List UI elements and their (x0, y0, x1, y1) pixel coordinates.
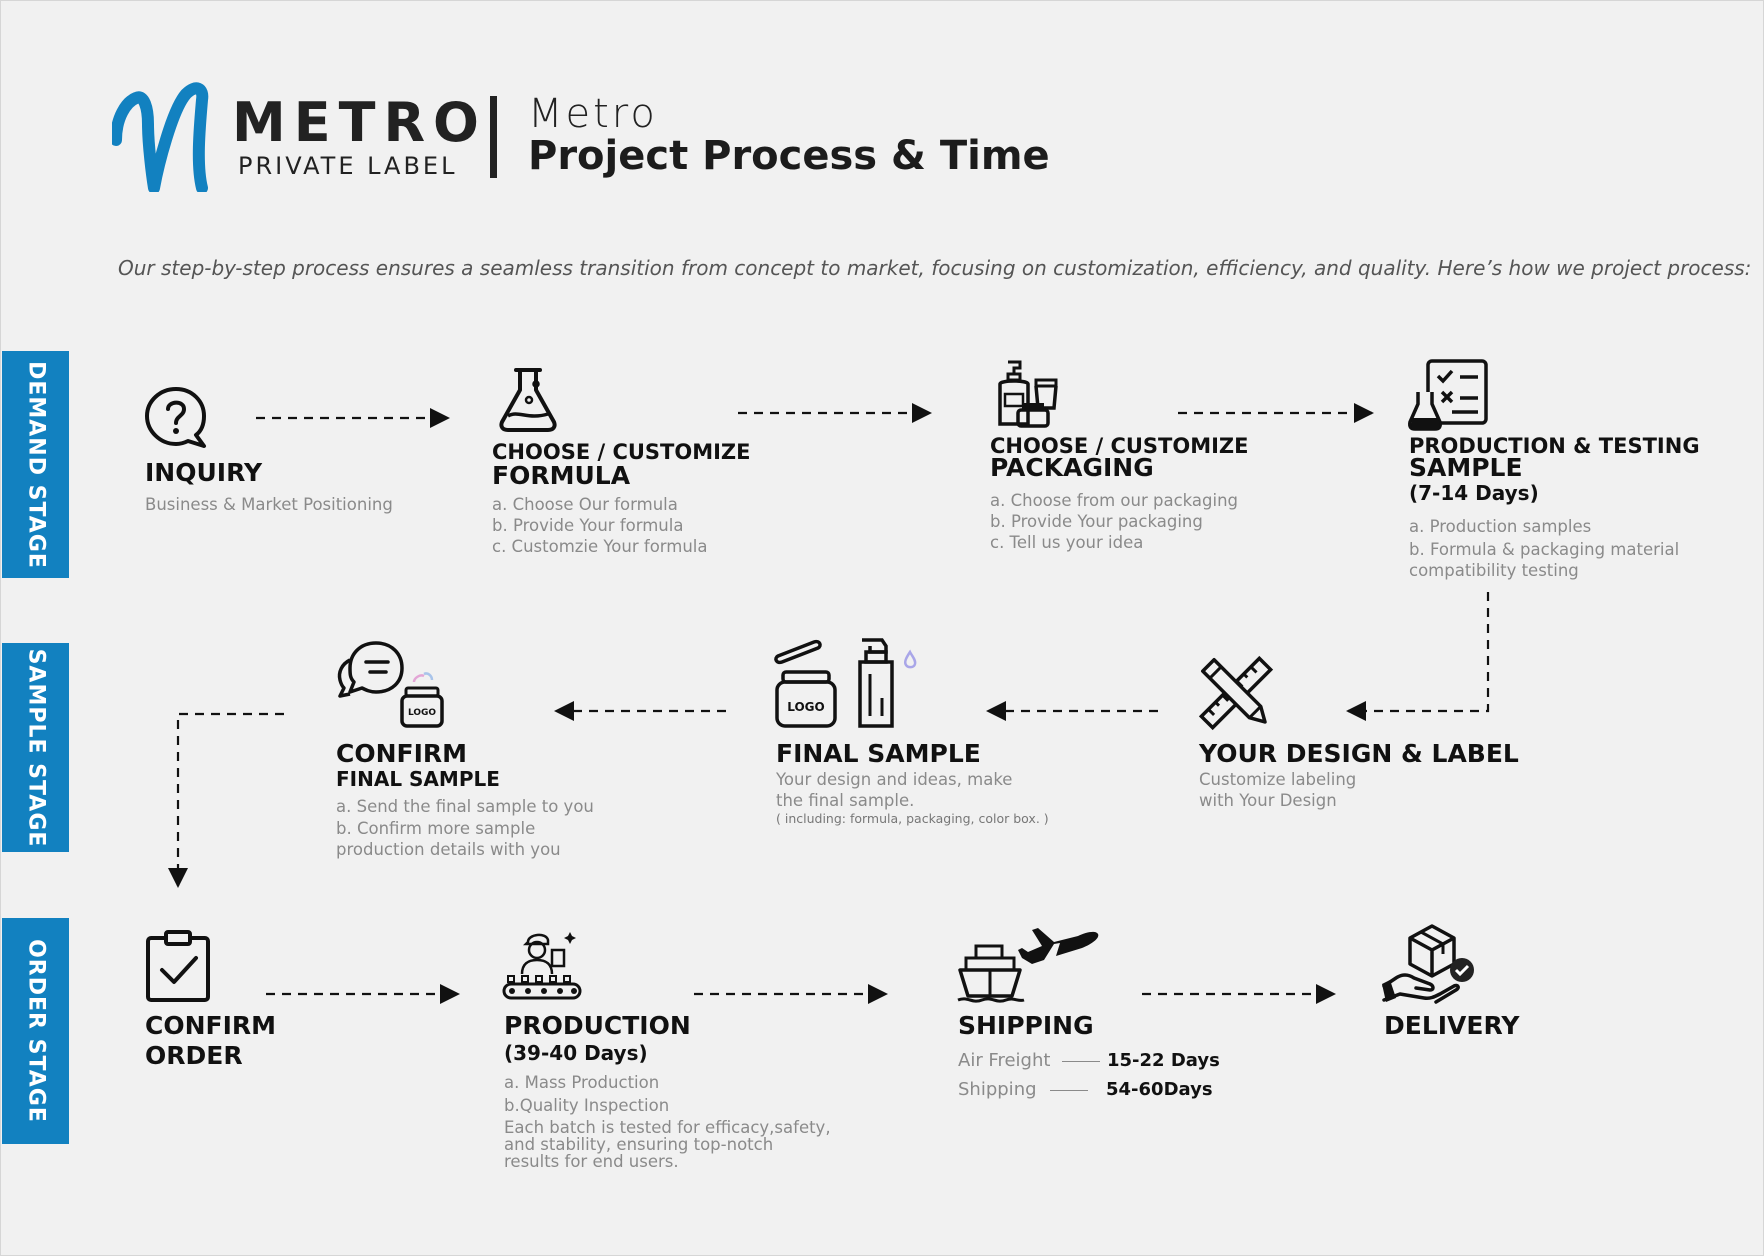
packaging-item: c. Tell us your idea (990, 533, 1144, 552)
air-freight-value: 15-22 Days (1107, 1050, 1220, 1071)
air-freight-label: Air Freight (958, 1050, 1051, 1071)
air-freight-line (1062, 1061, 1100, 1062)
page-title: Project Process & Time (528, 133, 1050, 179)
flask-icon (498, 366, 558, 434)
arrow-testing-design (1348, 592, 1488, 711)
production-item: b.Quality Inspection (504, 1096, 670, 1115)
arrow-confirm-order (178, 714, 284, 886)
confirm-sample-item: production details with you (336, 840, 561, 859)
packaging-title-line1: CHOOSE / CUSTOMIZE (990, 434, 1249, 458)
packaging-item: b. Provide Your packaging (990, 512, 1203, 531)
testing-item: compatibility testing (1409, 561, 1579, 580)
sea-shipping-value: 54-60Days (1106, 1079, 1213, 1100)
testing-title-line1: PRODUCTION & TESTING (1409, 434, 1700, 458)
production-note: Each batch is tested for efficacy,safety, (504, 1118, 831, 1137)
logo-badge-text: LOGO (407, 708, 437, 718)
ship-plane-icon (956, 926, 1102, 1006)
packaging-bottles-icon (994, 360, 1060, 428)
formula-item: b. Provide Your formula (492, 516, 684, 535)
stage-label-sample: SAMPLE STAGE (23, 648, 48, 847)
formula-item: a. Choose Our formula (492, 495, 678, 514)
question-bubble-icon (144, 386, 208, 450)
stage-label-order: ORDER STAGE (23, 939, 48, 1123)
final-sample-item: Your design and ideas, make (776, 770, 1013, 789)
formula-item: c. Customzie Your formula (492, 537, 708, 556)
sea-shipping-line (1050, 1090, 1088, 1091)
hand-box-icon (1382, 924, 1478, 1004)
production-title-line2: (39-40 Days) (504, 1041, 648, 1065)
final-sample-note: ( including: formula, packaging, color box. ) (776, 811, 1049, 826)
header-small-title: Metro (528, 91, 658, 137)
confirm-sample-item: b. Confirm more sample (336, 819, 536, 838)
chat-jar-icon (336, 640, 450, 730)
production-title-line1: PRODUCTION (504, 1011, 691, 1040)
brand-name: METRO (232, 91, 487, 154)
confirm-order-title-line1: CONFIRM (145, 1011, 277, 1040)
logo-badge-text: LOGO (787, 700, 825, 714)
design-item: with Your Design (1199, 791, 1337, 810)
production-note: and stability, ensuring top-notch (504, 1135, 774, 1154)
sea-shipping-label: Shipping (958, 1079, 1037, 1100)
intro-text: Our step-by-step process ensures a seamless transition from concept to market, focusing on customization, efficiency, and quality. Here’s how we project process: (118, 256, 1752, 280)
shipping-title: SHIPPING (958, 1011, 1094, 1040)
brand-subname: PRIVATE LABEL (238, 152, 458, 180)
final-sample-title: FINAL SAMPLE (776, 739, 981, 768)
jar-bottle-icon (774, 638, 922, 730)
design-title: YOUR DESIGN & LABEL (1199, 739, 1519, 768)
clipboard-check-icon (144, 930, 212, 1004)
testing-title-line2: SAMPLE (1409, 453, 1523, 482)
packaging-item: a. Choose from our packaging (990, 491, 1239, 510)
stage-label-demand: DEMAND STAGE (23, 360, 48, 569)
confirm-order-title-line2: ORDER (145, 1041, 243, 1070)
formula-title-line1: CHOOSE / CUSTOMIZE (492, 440, 751, 464)
production-note: results for end users. (504, 1152, 679, 1171)
confirm-sample-title-line1: CONFIRM (336, 739, 468, 768)
testing-item: a. Production samples (1409, 517, 1592, 536)
ruler-pencil-icon (1198, 656, 1274, 730)
testing-item: b. Formula & packaging material (1409, 540, 1680, 559)
worker-conveyor-icon (502, 930, 584, 1002)
production-item: a. Mass Production (504, 1073, 660, 1092)
design-item: Customize labeling (1199, 770, 1357, 789)
packaging-title-line2: PACKAGING (990, 453, 1154, 482)
inquiry-title: INQUIRY (145, 458, 263, 487)
delivery-title: DELIVERY (1384, 1011, 1520, 1040)
final-sample-item: the final sample. (776, 791, 915, 810)
confirm-sample-title-line2: FINAL SAMPLE (336, 767, 500, 791)
testing-title-line3: (7-14 Days) (1409, 481, 1539, 505)
checklist-flask-icon (1408, 358, 1490, 432)
inquiry-desc: Business & Market Positioning (145, 495, 393, 514)
formula-title-line2: FORMULA (492, 461, 631, 490)
confirm-sample-item: a. Send the final sample to you (336, 797, 594, 816)
